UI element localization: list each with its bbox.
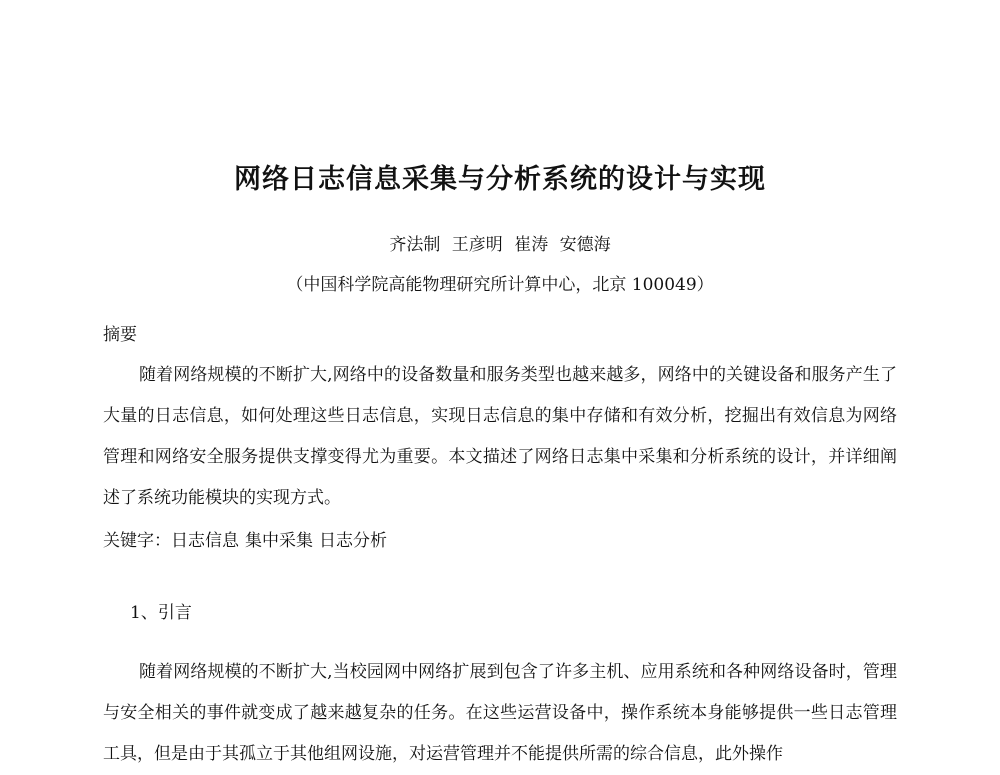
keyword: 日志信息 [171,531,239,551]
affiliation: （中国科学院高能物理研究所计算中心，北京 100049） [286,275,714,295]
paper-title: 网络日志信息采集与分析系统的设计与实现 [234,164,766,195]
abstract-label: 摘要 [103,325,137,345]
section-heading-introduction: 1、引言 [130,603,192,623]
keywords-line [103,526,393,551]
keywords-label: 关键字： [103,531,171,551]
keyword: 日志分析 [319,531,387,551]
introduction-text: 随着网络规模的不断扩大,当校园网中网络扩展到包含了许多主机、应用系统和各种网络设备时，管理与安全相关的事件就变成了越来越复杂的任务。在这些运营设备中，操作系统本身能够提供一些日志管理工具，但是由于其孤立于其他组网设施，对运营管理并不能提供所需的综合信息，此外操作 [103,662,897,764]
author-list: 齐法制 王彦明 崔涛 安德海 [389,235,611,255]
keyword: 集中采集 [245,531,313,551]
abstract-text: 随着网络规模的不断扩大,网络中的设备数量和服务类型也越来越多，网络中的关键设备和服务产生了大量的日志信息，如何处理这些日志信息，实现日志信息的集中存储和有效分析，挖掘出有效信息为网络管理和网络安全服务提供支撑变得尤为重要。本文描述了网络日志集中采集和分析系统的设计，并详细阐述了系统功能模块的实现方式。 [103,365,897,508]
